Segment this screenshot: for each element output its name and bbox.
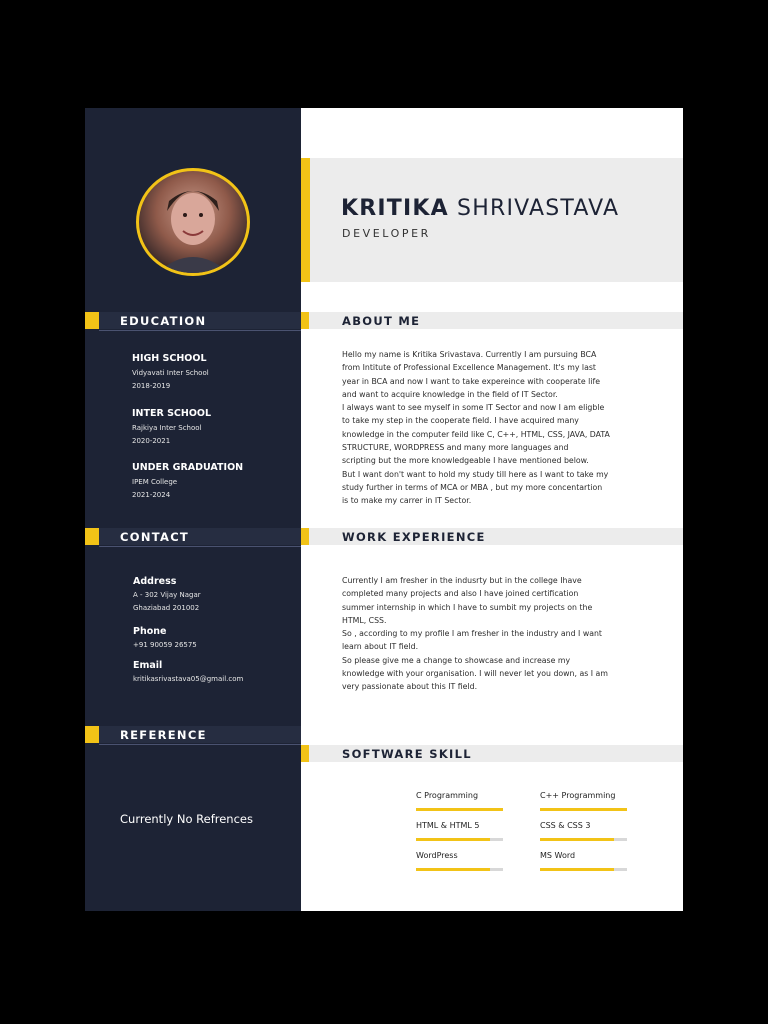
skill-bar-fill — [540, 838, 614, 841]
about-line: year in BCA and now I want to take expereince with cooperate life — [342, 376, 601, 386]
work-line: HTML, CSS. — [342, 615, 387, 625]
education-school: Rajkiya Inter School — [132, 424, 202, 432]
work-line: very passionate about this IT field. — [342, 682, 478, 692]
about-line: to take my step in the cooperate field. I have acquired many — [342, 416, 579, 426]
education-level: UNDER GRADUATION — [132, 462, 244, 473]
header-accent — [301, 158, 310, 282]
skill-bar-fill — [416, 838, 490, 841]
role-title: DEVELOPER — [342, 227, 431, 240]
work-line: So , according to my profile I am fresher in the industry and I want — [342, 629, 602, 639]
skills-title: SOFTWARE SKILL — [342, 747, 472, 761]
phone-label: Phone — [133, 626, 167, 637]
work-title: WORK EXPERIENCE — [342, 530, 486, 544]
reference-title: REFERENCE — [120, 728, 207, 742]
contact-heading — [85, 528, 301, 545]
phone-value: +91 90059 26575 — [133, 641, 197, 649]
skill-bar — [416, 838, 503, 841]
skill-bar-fill — [540, 868, 614, 871]
skill-bar — [540, 868, 627, 871]
skill-name: MS Word — [540, 851, 576, 860]
about-line: I always want to see myself in some IT Sector and now I am eligble — [342, 403, 605, 413]
work-line: learn about IT field. — [342, 642, 419, 652]
address-line: Ghaziabad 201002 — [133, 604, 200, 612]
about-line: and want to acquire knowledge in the field of IT Sector. — [342, 389, 558, 399]
education-years: 2021-2024 — [132, 491, 171, 499]
address-line: A - 302 Vijay Nagar — [133, 591, 201, 599]
heading-mark — [301, 528, 309, 545]
heading-mark — [85, 726, 99, 743]
work-line: summer internship in which I have to sumbit my projects on the — [342, 602, 593, 612]
skill-bar — [416, 868, 503, 871]
resume-page — [85, 108, 683, 911]
work-text — [342, 574, 647, 694]
email-label: Email — [133, 660, 163, 671]
about-line: STRUCTURE, WORDPRESS and many more languages and — [342, 443, 569, 453]
address-label: Address — [133, 576, 177, 587]
contact-title: CONTACT — [120, 530, 190, 544]
skill-bar-fill — [416, 808, 503, 811]
skill-bar — [416, 808, 503, 811]
heading-underline — [99, 744, 301, 745]
work-line: So please give me a change to showcase and increase my — [342, 655, 571, 665]
about-line: from Intitute of Professional Excellence Management. It's my last — [342, 363, 596, 373]
education-heading — [85, 312, 301, 329]
last-name: SHRIVASTAVA — [457, 196, 620, 221]
work-heading — [301, 528, 683, 545]
reference-text: Currently No Refrences — [120, 812, 253, 826]
education-years: 2018-2019 — [132, 382, 171, 390]
about-line: knowledge in the computer feild like C, C++, HTML, CSS, JAVA, DATA — [342, 429, 610, 439]
name-heading — [341, 196, 619, 221]
email-value: kritikasrivastava05@gmail.com — [133, 675, 244, 683]
education-school: Vidyavati Inter School — [132, 369, 209, 377]
heading-mark — [301, 745, 309, 762]
skill-bar — [540, 838, 627, 841]
first-name: KRITIKA — [341, 196, 449, 221]
heading-underline — [99, 330, 301, 331]
reference-heading — [85, 726, 301, 743]
work-line: completed many projects and also I have joined certification — [342, 589, 579, 599]
skill-bar-fill — [416, 868, 490, 871]
education-level: INTER SCHOOL — [132, 408, 212, 419]
education-years: 2020-2021 — [132, 437, 171, 445]
work-line: knowledge with your organisation. I will never let you down, as I am — [342, 669, 608, 679]
about-line: study further in terms of MCA or MBA , but my more concentartion — [342, 482, 603, 492]
about-line: scripting but the more knowledgeable I have mentioned below. — [342, 456, 589, 466]
about-line: But I want don't want to hold my study till here as I want to take my — [342, 469, 609, 479]
work-line: Currently I am fresher in the indusrty but in the college Ihave — [342, 576, 582, 585]
skill-name: C++ Programming — [540, 791, 616, 800]
heading-mark — [301, 312, 309, 329]
skill-bar — [540, 808, 627, 811]
skill-name: C Programming — [416, 791, 479, 800]
about-line: Hello my name is Kritika Srivastava. Currently I am pursuing BCA — [342, 350, 597, 359]
heading-mark — [85, 312, 99, 329]
heading-underline — [99, 546, 301, 547]
skill-name: CSS & CSS 3 — [540, 821, 591, 830]
education-level: HIGH SCHOOL — [132, 353, 207, 364]
about-text — [342, 348, 647, 508]
skill-bar-fill — [540, 808, 627, 811]
about-title: ABOUT ME — [342, 314, 421, 328]
education-title: EDUCATION — [120, 314, 207, 328]
about-heading — [301, 312, 683, 329]
skill-name: HTML & HTML 5 — [416, 821, 480, 830]
education-school: IPEM College — [132, 478, 178, 486]
heading-mark — [85, 528, 99, 545]
skill-name: WordPress — [416, 851, 458, 860]
profile-photo — [136, 168, 250, 276]
skills-heading — [301, 745, 683, 762]
about-line: is to make my carrer in IT Sector. — [342, 496, 472, 506]
